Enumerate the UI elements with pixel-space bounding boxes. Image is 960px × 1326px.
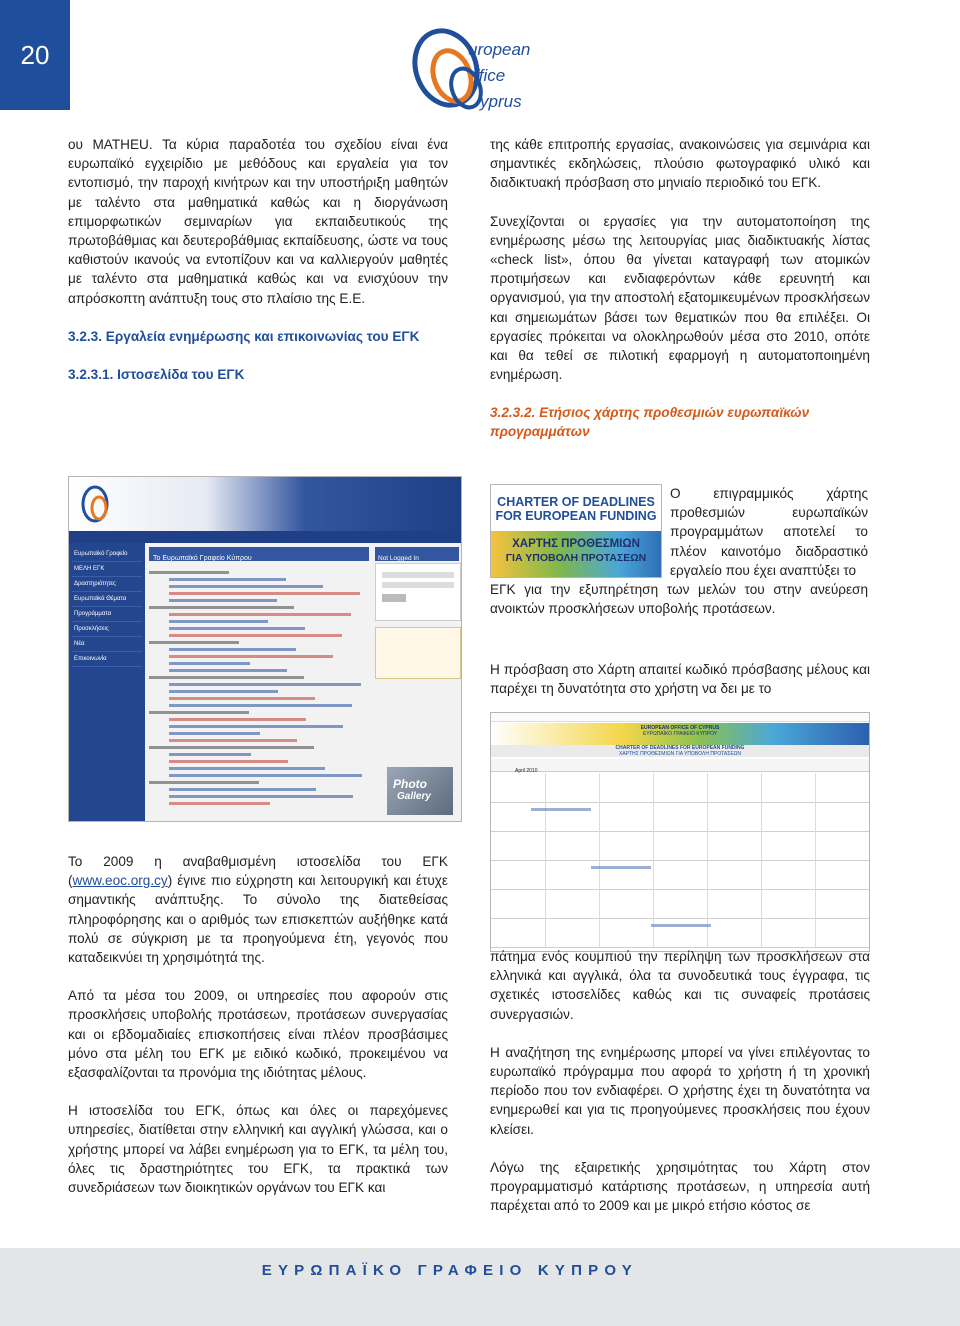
website-header — [69, 477, 461, 531]
calendar-row — [491, 802, 869, 832]
charter-subheader — [491, 745, 869, 757]
calendar-month: April 2010 — [515, 768, 538, 774]
news-line — [169, 613, 351, 616]
eoc-logo — [412, 18, 552, 118]
paragraph: πάτημα ενός κουμπιού την περίληψη των προσκλήσεων στα ελληνικά και αγγλικά, όλα τα συνοδευτικά τους έγγραφα, τις σχετικές ιστοσελίδες καθώς και τις συναφείς προτάσεις συνεργασιών. — [490, 949, 870, 1022]
charter-title: CHARTER OF DEADLINES FOR EUROPEAN FUNDING — [615, 745, 745, 751]
news-line — [169, 690, 278, 693]
news-line — [169, 620, 268, 623]
banner-en — [491, 485, 661, 531]
wrap-text: ΕΓΚ για την εξυπηρέτηση των μελών του στην ανεύρεση ανοικτών προσκλήσεων υποβολής προτάσεων. — [490, 582, 868, 617]
sidebar-menu-item: ΜΕΛΗ ΕΓΚ — [72, 562, 142, 577]
news-line — [169, 704, 352, 707]
paragraph: Συνεχίζονται οι εργασίες για την αυτοματοποίηση της ενημέρωσης μέσω της λειτουργίας μιας διαδικτυακής λίστας «check list», όπου θα γίνεται καταγραφή των ατομικών προτιμήσεων και ενδιαφερόντων κάθε ερευνητή και οργανισμού, για την αποστολή εξατομικευμένων προσκλήσεων και σημειωμάτων βάσει των θεματικών που θα επιλέξει. Οι εργασίες πρόκειται να ολοκληρωθούν μέσα στο 2010, οπότε και θα τεθεί σε πιλοτική εφαρμογή η αυτοματοποιημένη ενημέρωση. — [490, 213, 870, 383]
charter-header — [491, 723, 869, 745]
banner-line: FOR EUROPEAN FUNDING — [495, 509, 657, 523]
paragraph: Από τα μέσα του 2009, οι υπηρεσίες που αφορούν στις προσκλήσεις υποβολής προτάσεων, προτάσεων συνεργασίας και οι εβδομαδιαίες επισκοπήσεις είναι πλέον προσβάσιμες μόνο στα μέλη του ΕΓΚ με ειδικό κωδικό, προκειμένου να εξασφαλίζονται τα προνόμια της ιδιότητας μέλους. — [68, 988, 448, 1081]
news-line — [149, 606, 294, 609]
news-line — [169, 739, 297, 742]
website-news-list — [149, 567, 371, 817]
sidebar-menu-item: Δραστηριότητες — [72, 577, 142, 592]
news-line — [169, 599, 277, 602]
news-line — [149, 641, 239, 644]
news-line — [169, 655, 333, 658]
website-link[interactable]: www.eoc.org.cy — [72, 873, 168, 889]
section-heading: 3.2.3. Εργαλεία ενημέρωσης και επικοινωνίας του ΕΓΚ — [68, 328, 420, 344]
footer-text: ΕΥΡΩΠΑΪΚΟ ΓΡΑΦΕΙΟ ΚΥΠΡΟΥ — [261, 1262, 638, 1279]
paragraph: Η ιστοσελίδα του ΕΓΚ, όπως και όλες οι παρεχόμενες υπηρεσίες, διατίθεται στην ελληνική και αγγλική γλώσσα, και ο χρήστης μπορεί να λάβει ενημέρωση για το ΕΓΚ, τα μέλη του, όλες τις δραστηριότητες του ΕΓΚ, τα πρακτικά των συνεδριάσεων των διοικητικών οργάνων του ΕΓΚ και — [68, 1103, 448, 1196]
banner-line: ΓΙΑ ΥΠΟΒΟΛΗ ΠΡΟΤΑΣΕΩΝ — [505, 552, 647, 564]
wrap-text: Ο επιγραμμικός χάρτης προθεσμιών ευρωπαϊκών προγραμμάτων αποτελεί το πλέον καινοτόμο διαδραστικό εργαλείο που έχει αναπτύξει το — [670, 486, 868, 578]
news-line — [169, 788, 316, 791]
news-line — [169, 634, 342, 637]
sidebar-menu-item: Επικοινωνία — [72, 652, 142, 667]
calendar-row — [491, 773, 869, 803]
news-line — [169, 718, 306, 721]
charter-title: ΧΑΡΤΗΣ ΠΡΟΘΕΣΜΙΩΝ ΓΙΑ ΥΠΟΒΟΛΗ ΠΡΟΤΑΣΕΩΝ — [618, 751, 742, 757]
news-line — [149, 571, 229, 574]
news-line — [149, 746, 314, 749]
right-column-top — [490, 135, 870, 455]
charter-title: EUROPEAN OFFICE OF CYPRUS — [640, 725, 720, 731]
news-line — [169, 697, 315, 700]
news-line — [169, 760, 288, 763]
paragraph-text: Το 2009 η αναβαθμισμένη ιστοσελίδα του ΕΓΚ ( — [68, 854, 448, 889]
website-title-bar — [149, 547, 369, 561]
subsection-heading: 3.2.3.1. Ιστοσελίδα του ΕΓΚ — [68, 367, 245, 383]
sidebar-menu-item: Ευρωπαϊκά Θέματα — [72, 592, 142, 607]
news-line — [169, 767, 325, 770]
paragraph — [68, 852, 448, 967]
calendar-row — [491, 918, 869, 948]
photo-gallery — [387, 767, 453, 815]
left-column-bottom — [68, 852, 448, 1216]
news-line — [169, 627, 305, 630]
news-line — [169, 585, 323, 588]
news-line — [169, 683, 361, 686]
charter-title: ΕΥΡΩΠΑΪΚΟ ΓΡΑΦΕΙΟ ΚΥΠΡΟΥ — [642, 731, 718, 737]
left-column-top — [68, 135, 448, 403]
paragraph: Λόγω της εξαιρετικής χρησιμότητας του Χάρτη στον προγραμματισμό κατάρτισης προτάσεων, η υπηρεσία αυτή παρέχεται από το 2009 και με μικρό ετήσιο κόστος σε — [490, 1159, 870, 1214]
subsection-heading: 3.2.3.2. Ετήσιος χάρτης προθεσμιών ευρωπαϊκών προγραμμάτων — [490, 405, 810, 440]
banner-line: ΧΑΡΤΗΣ ΠΡΟΘΕΣΜΙΩΝ — [512, 538, 640, 550]
charter-screenshot — [490, 712, 870, 952]
login-form — [375, 563, 461, 621]
calendar-row — [491, 889, 869, 919]
photo-label-2: Gallery — [397, 791, 431, 802]
news-line — [149, 711, 249, 714]
news-line — [149, 781, 259, 784]
calendar-row — [491, 860, 869, 890]
wrap-text-part2 — [490, 580, 868, 618]
news-line — [169, 732, 260, 735]
login-box-header — [375, 547, 459, 561]
charter-ad — [375, 627, 461, 679]
sidebar-menu-item: Προγράμματα — [72, 607, 142, 622]
news-line — [169, 795, 353, 798]
banner-line: CHARTER OF DEADLINES — [497, 495, 655, 509]
sidebar-menu-item: Προσκλήσεις — [72, 622, 142, 637]
paragraph: Η αναζήτηση της ενημέρωσης μπορεί να γίνει επιλέγοντας το ευρωπαϊκό πρόγραμμα που αφορά το χρήστη ή τη χρονική περίοδο που τον ενδιαφέρει. Ο χρήστης έχει τη δυνατότητα να ενημερωθεί και για τις προηγούμενες προσκλήσεις που έχουν κλείσει. — [490, 1044, 870, 1137]
news-line — [169, 774, 362, 777]
paragraph-text: ) έγινε πιο εύχρηστη και λειτουργική και έτυχε σημαντικής ανάπτυξης. Το σύνολο της διατεθείσας πληροφόρησης και ο αριθμός των επισκεπτών αυξήθηκε κατά πολύ σε σύγκριση με τα προηγούμενα έτη, γεγονός που καταδεικνύει τη χρησιμότητά της. — [68, 873, 448, 966]
website-screenshot — [68, 476, 462, 822]
banner-gr — [491, 531, 661, 577]
paragraph: ου MATHEU. Τα κύρια παραδοτέα του σχεδίου είναι ένα ευρωπαϊκό εγχειρίδιο με μεθόδους και εργαλεία για τον εντοπισμό, την παροχή κινήτρων και την υποστήριξη μαθητών με ταλέντο στα μαθηματικά καθώς και η διοργάνωση επιμορφωτικών σεμιναρίων για εκπαιδευτικούς της πρωτοβάθμιας και δευτεροβάθμιας εκπαίδευσης, ώστε να τους καθιστούν ικανούς να εντοπίζουν και να καλλιεργούν μαθητές με ταλέντο στα μαθηματικά καθώς και να ενισχύουν την απρόσκοπτη ανάπτυξη τους στο πλαίσιο της Ε.Ε. — [68, 137, 448, 306]
website-title: Το Ευρωπαϊκό Γραφείο Κύπρου — [153, 555, 252, 562]
news-line — [149, 676, 304, 679]
logo-word-european: uropean — [468, 40, 531, 59]
logo-word-cyprus: yprus — [480, 92, 522, 111]
news-line — [169, 725, 343, 728]
right-column-mid — [490, 660, 870, 717]
calendar-row — [491, 831, 869, 861]
logo-word-office: ffice — [474, 66, 506, 85]
sidebar-menu-item: Ευρωπαϊκό Γραφείο — [72, 547, 142, 562]
news-line — [169, 669, 287, 672]
news-line — [169, 753, 251, 756]
logo-icon — [79, 480, 119, 528]
news-line — [169, 592, 360, 595]
charter-banner — [490, 484, 662, 578]
sidebar-menu-item: Νέα — [72, 637, 142, 652]
news-line — [169, 662, 250, 665]
news-line — [169, 802, 270, 805]
footer-band — [0, 1248, 960, 1326]
website-sidebar — [69, 543, 145, 821]
website-nav-bar — [69, 531, 461, 543]
news-line — [169, 578, 286, 581]
right-column-bottom — [490, 947, 870, 1234]
photo-label: Photo — [393, 777, 427, 791]
page-number: 20 — [20, 40, 50, 70]
wrap-text-part1 — [670, 484, 868, 580]
paragraph: της κάθε επιτροπής εργασίας, ανακοινώσεις για σεμινάρια και σημαντικές εκδηλώσεις, πλούσιο φωτογραφικό υλικό και διαδικτυακή πρόσβαση στο μηνιαίο περιοδικό του ΕΓΚ. — [490, 137, 870, 191]
login-title: Not Logged In — [378, 555, 419, 562]
calendar-grid — [491, 773, 869, 951]
paragraph: Η πρόσβαση στο Χάρτη απαιτεί κωδικό πρόσβασης μέλους και παρέχει τη δυνατότητα στο χρήστη να δει με το — [490, 662, 870, 697]
news-line — [169, 648, 296, 651]
charter-toolbar — [491, 759, 869, 772]
